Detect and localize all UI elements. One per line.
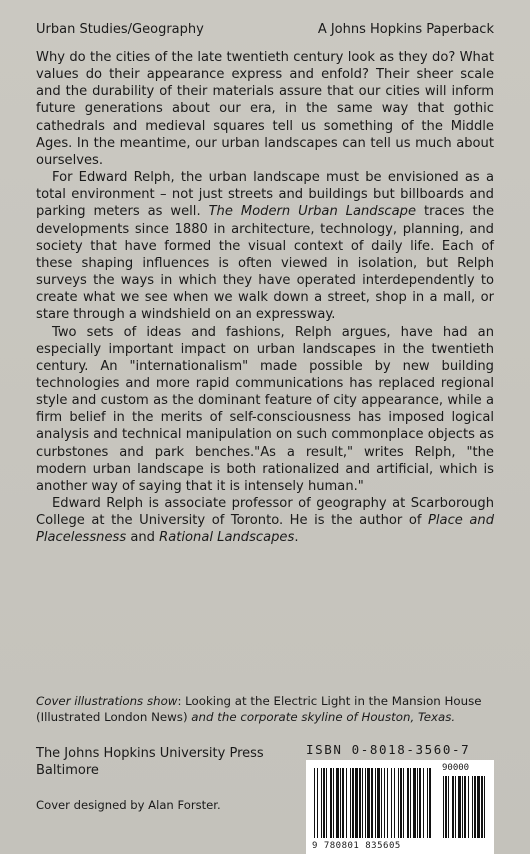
barcode-supplement: 90000 xyxy=(442,763,470,773)
p4-text-b: and xyxy=(126,530,160,546)
paragraph-relph xyxy=(36,169,494,323)
p4-text-a: Edward Relph is associate professor of geography at Scarborough College at the University of Toronto. He is the author of xyxy=(36,496,494,529)
publisher xyxy=(36,745,264,779)
publisher-city: Baltimore xyxy=(36,763,99,778)
barcode-bars xyxy=(306,760,494,854)
isbn-label: ISBN 0-8018-3560-7 xyxy=(306,742,471,757)
publisher-name: The Johns Hopkins University Press xyxy=(36,746,264,761)
credits-label: Cover illustrations show xyxy=(36,694,178,708)
p4-text-c: . xyxy=(294,530,299,546)
credits-item-1: Looking at the Electric Light in the Mansion House (Illustrated London News) xyxy=(36,694,482,724)
credits-item-2: and the corporate skyline of Houston, Texas. xyxy=(187,709,456,724)
credits-sep: : xyxy=(177,694,186,708)
designer-credit: Cover designed by Alan Forster. xyxy=(36,798,221,812)
paragraph-author xyxy=(36,495,494,546)
author-book-2: Rational Landscapes xyxy=(159,530,295,546)
barcode-digits: 9 780801 835605 xyxy=(312,841,401,851)
p2-text-a: For Edward Relph, the urban landscape must be envisioned as a total environment – not just streets and buildings but billboards and parking meters as well. xyxy=(36,170,494,220)
barcode xyxy=(306,760,494,854)
category-label: Urban Studies/Geography xyxy=(36,22,204,37)
author-book-1: Place and Placelessness xyxy=(36,513,495,546)
top-bar xyxy=(36,22,494,40)
book-title: The Modern Urban Landscape xyxy=(208,204,417,220)
paragraph-intro: Why do the cities of the late twentieth century look as they do? What values do their appearance express and enfold? Their sheer scale and the durability of their materials assure that our cities will inform future generations about our era, in the same way that gothic cathedrals and medieval squares tell us something of the Middle Ages. In the meantime, our urban landscapes can tell us much about ourselves. xyxy=(36,50,494,168)
series-label: A Johns Hopkins Paperback xyxy=(317,22,494,37)
blurb xyxy=(36,49,494,547)
p2-text-b: traces the developments since 1880 in architecture, technology, planning, and society that have formed the visual context of daily life. Each of these shaping influences is often viewed in isolation, but Relph surveys the ways in which they have operated interdependently to create what we see when we walk down a street, shop in a mall, or stare through a windshield on an expressway. xyxy=(36,204,495,323)
cover-illustration-credits xyxy=(36,694,506,725)
paragraph-ideas: Two sets of ideas and fashions, Relph argues, have had an especially important impact on urban landscapes in the twentieth century. An "internationalism" made possible by new building technologies and more rapid communications has replaced regional style and custom as the dominant feature of city appearance, while a firm belief in the merits of self-consciousness has imposed logical analysis and technical manipulation on such commonplace objects as curbstones and park benches."As a result," writes Relph, "the modern urban landscape is both rationalized and artificial, which is another way of saying that it is intensely human." xyxy=(36,324,494,494)
